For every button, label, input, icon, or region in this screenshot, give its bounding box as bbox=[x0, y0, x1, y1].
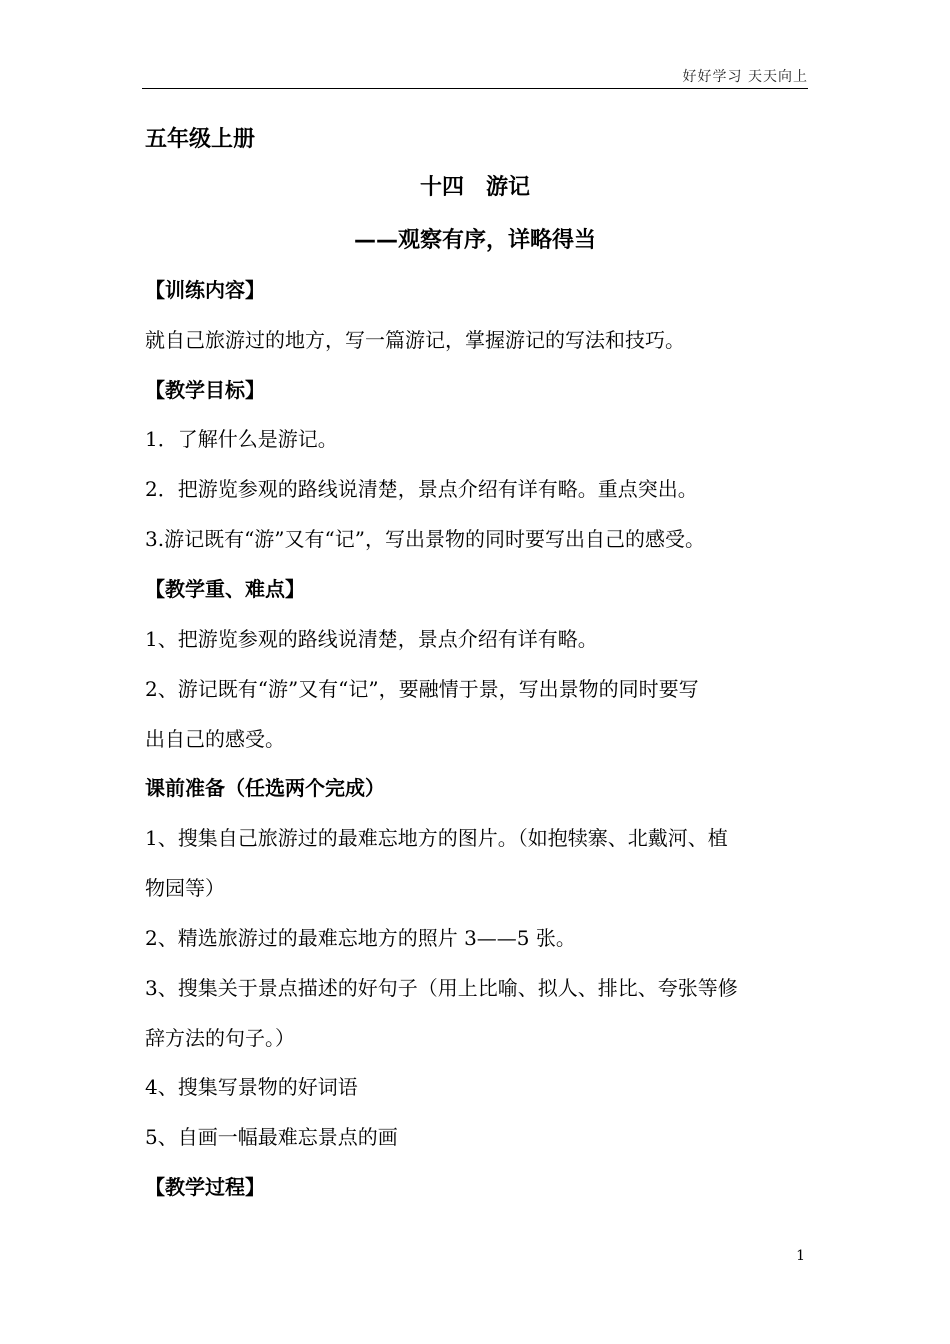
lesson-title: 十四 游记 bbox=[419, 175, 530, 200]
prep-item-1-line-1: 1、搜集自己旅游过的最难忘地方的图片。（如抱犊寨、北戴河、植 bbox=[145, 826, 728, 850]
header-motto: 好好学习 天天向上 bbox=[682, 69, 808, 85]
prep-item-1-line-2: 物园等） bbox=[145, 876, 225, 900]
page-number: 1 bbox=[796, 1248, 805, 1264]
prep-item-3-line-1: 3、搜集关于景点描述的好句子（用上比喻、拟人、排比、夸张等修 bbox=[145, 976, 738, 1000]
key-point-2-line-1: 2、游记既有“游”又有“记”，要融情于景，写出景物的同时要写 bbox=[145, 677, 699, 701]
lesson-subtitle: ——观察有序，详略得当 bbox=[353, 228, 596, 253]
goal-item-3: 3.游记既有“游”又有“记”，写出景物的同时要写出自己的感受。 bbox=[145, 527, 705, 551]
goals-heading: 【教学目标】 bbox=[145, 378, 265, 402]
prep-item-4: 4、搜集写景物的好词语 bbox=[145, 1075, 358, 1099]
goal-item-1: 1．了解什么是游记。 bbox=[145, 427, 338, 451]
header-rule bbox=[142, 88, 808, 89]
training-text: 就自己旅游过的地方，写一篇游记，掌握游记的写法和技巧。 bbox=[145, 328, 685, 352]
prep-item-3-line-2: 辞方法的句子。） bbox=[145, 1026, 295, 1050]
prep-item-5: 5、自画一幅最难忘景点的画 bbox=[145, 1125, 398, 1149]
key-point-2-line-2: 出自己的感受。 bbox=[145, 727, 285, 751]
prep-item-2: 2、精选旅游过的最难忘地方的照片 3——5 张。 bbox=[145, 926, 576, 950]
process-heading: 【教学过程】 bbox=[145, 1175, 265, 1199]
grade-label: 五年级上册 bbox=[145, 127, 256, 152]
key-point-1: 1、把游览参观的路线说清楚，景点介绍有详有略。 bbox=[145, 627, 598, 651]
key-points-heading: 【教学重、难点】 bbox=[145, 577, 305, 601]
prep-heading: 课前准备（任选两个完成） bbox=[145, 776, 385, 800]
goal-item-2: 2．把游览参观的路线说清楚，景点介绍有详有略。重点突出。 bbox=[145, 477, 698, 501]
training-heading: 【训练内容】 bbox=[145, 278, 265, 302]
